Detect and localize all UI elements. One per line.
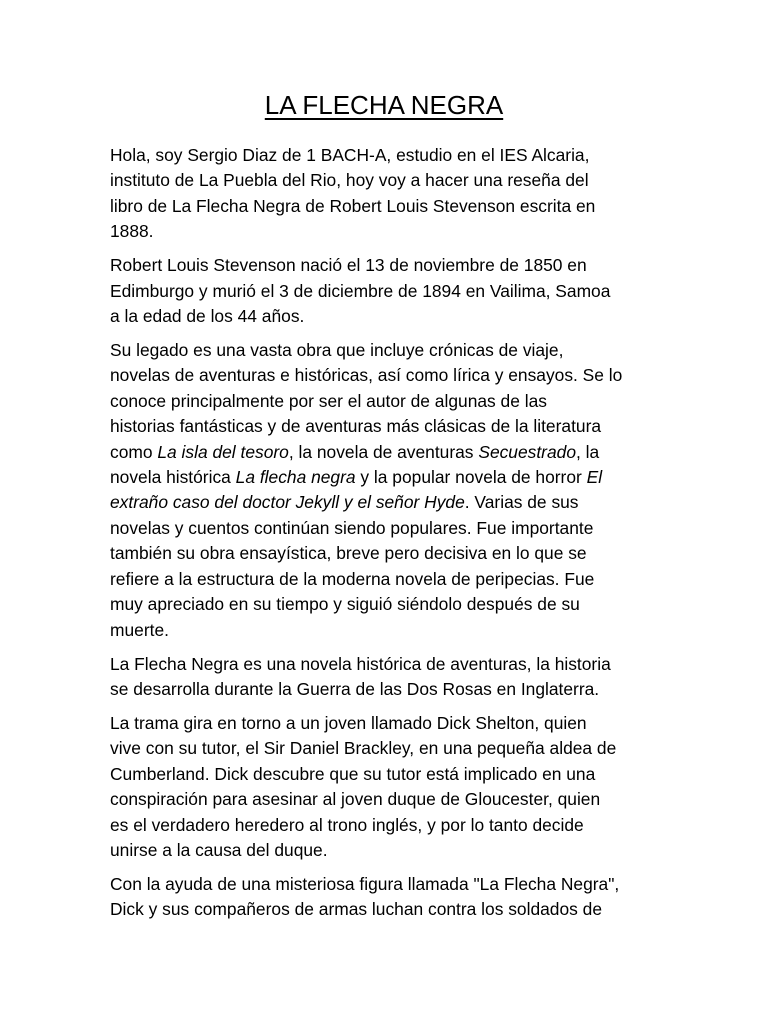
book-title-italic: Secuestrado: [478, 441, 576, 462]
book-title-italic: La flecha negra: [235, 467, 356, 488]
paragraph: [110, 711, 648, 863]
paragraph: [110, 338, 648, 643]
page-title: LA FLECHA NEGRA: [264, 90, 504, 120]
paragraph: [110, 253, 648, 329]
text-line: La Flecha Negra es una novela histórica de aventuras, la historia: [110, 653, 611, 674]
book-title-italic: El: [586, 467, 603, 488]
text-line: Edimburgo y murió el 3 de diciembre de 1894 en Vailima, Samoa: [110, 280, 611, 301]
text-line: [110, 492, 579, 512]
text-line: Robert Louis Stevenson nació el 13 de noviembre de 1850 en: [110, 255, 587, 276]
book-title-italic: La isla del tesoro: [157, 441, 289, 462]
text-line: Con la ayuda de una misteriosa figura llamada "La Flecha Negra",: [110, 873, 620, 894]
text-line: Su legado es una vasta obra que incluye crónicas de viaje,: [110, 340, 564, 361]
text-fragment: como: [110, 441, 158, 462]
text-line: muy apreciado en su tiempo y siguió siéndolo después de su: [110, 594, 580, 615]
book-title-italic: extraño caso del doctor Jekyll y el señor Hyde: [110, 492, 465, 513]
text-fragment: novela histórica: [110, 467, 236, 488]
paragraph: [110, 143, 648, 245]
text-fragment: , la: [576, 441, 600, 462]
text-line: Cumberland. Dick descubre que su tutor está implicado en una: [110, 763, 596, 784]
document-body: [110, 143, 648, 931]
text-line: se desarrolla durante la Guerra de las Dos Rosas en Inglaterra.: [110, 678, 600, 699]
text-line: novelas y cuentos continúan siendo populares. Fue importante: [110, 517, 594, 538]
text-line: Hola, soy Sergio Diaz de 1 BACH-A, estudio en el IES Alcaria,: [110, 145, 590, 165]
text-line: unirse a la causa del duque.: [110, 839, 328, 860]
text-line: muerte.: [110, 619, 169, 640]
text-line: libro de La Flecha Negra de Robert Louis Stevenson escrita en: [110, 195, 596, 216]
text-fragment: , la novela de aventuras: [288, 441, 479, 462]
paragraph: [110, 872, 648, 923]
text-line: vive con su tutor, el Sir Daniel Brackley, en una pequeña aldea de: [110, 738, 617, 759]
text-line: conoce principalmente por ser el autor de algunas de las: [110, 390, 547, 411]
paragraph: [110, 652, 648, 703]
text-line: La trama gira en torno a un joven llamado Dick Shelton, quien: [110, 712, 587, 733]
text-line: conspiración para asesinar al joven duque de Gloucester, quien: [110, 789, 601, 810]
text-line: refiere a la estructura de la moderna novela de peripecias. Fue: [110, 568, 595, 589]
text-line: Dick y sus compañeros de armas luchan contra los soldados de: [110, 899, 603, 920]
text-fragment: y la popular novela de horror: [355, 467, 587, 488]
text-line: [110, 467, 602, 487]
text-fragment: . Varias de sus: [464, 492, 579, 513]
text-line: es el verdadero heredero al trono inglés, y por lo tanto decide: [110, 814, 584, 835]
text-line: [110, 442, 599, 462]
text-line: historias fantásticas y de aventuras más clásicas de la literatura: [110, 416, 602, 437]
text-line: 1888.: [110, 221, 154, 242]
text-line: instituto de La Puebla del Rio, hoy voy a hacer una reseña del: [110, 170, 589, 191]
text-line: novelas de aventuras e históricas, así como lírica y ensayos. Se lo: [110, 365, 623, 386]
text-line: también su obra ensayística, breve pero decisiva en lo que se: [110, 543, 587, 564]
text-line: a la edad de los 44 años.: [110, 306, 305, 327]
